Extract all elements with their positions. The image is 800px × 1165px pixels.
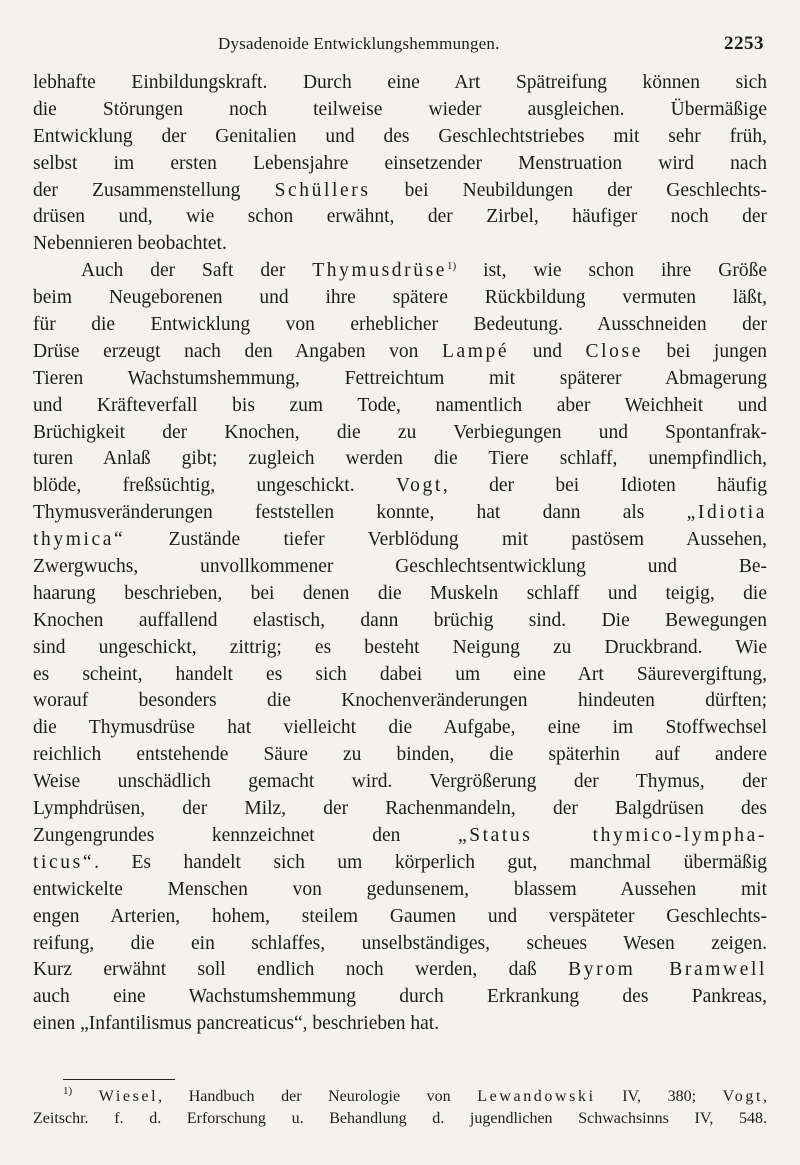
footnote — [33, 1086, 767, 1130]
text-line: und Kräfteverfall bis zum Tode, namentlich aber Weichheit und — [33, 394, 767, 416]
text-line: Zungengrundes kennzeichnet den „Status thymico-lympha- — [33, 824, 767, 846]
text-line: für die Entwicklung von erheblicher Bedeutung. Ausschneiden der — [33, 314, 767, 336]
text-line: Nebennieren beobachtet. — [33, 233, 227, 255]
text-line: Knochen auffallend elastisch, dann brüchig sind. Die Bewegungen — [33, 609, 767, 631]
emphasized-term: „Status thymico-lympha- — [457, 824, 767, 846]
emphasized-term: ticus“ — [33, 851, 95, 873]
text-line: Drüse erzeugt nach den Angaben von Lampé und Close bei jungen — [33, 340, 768, 362]
author-name: Byrom Bramwell — [568, 959, 767, 981]
body-text — [33, 70, 767, 1038]
text-line: drüsen und, wie schon erwähnt, der Zirbel, häufiger noch der — [33, 206, 767, 228]
text-line: thymica“ Zustände tiefer Verblödung mit pastösem Aussehen, — [33, 529, 767, 551]
footnote-line: Zeitschr. f. d. Erforschung u. Behandlung d. jugendlichen Schwachsinns IV, 548. — [33, 1110, 767, 1127]
text-line: der Zusammenstellung Schüllers bei Neubildungen der Geschlechts- — [33, 179, 767, 201]
text-line: Brüchigkeit der Knochen, die zu Verbiegungen und Spontanfrak- — [33, 421, 767, 443]
footnote-line: $^{1)}$ Wiesel, Handbuch der Neurologie von Lewandowski IV, 380; Vogt, — [63, 1085, 768, 1105]
emphasized-term: „Idiotia — [686, 502, 767, 524]
page-number: 2253 — [724, 33, 764, 54]
text-line: reifung, die ein schlaffes, unselbständiges, scheues Wesen zeigen. — [33, 932, 767, 954]
author-name: Lewandowski — [477, 1088, 596, 1105]
text-line: Weise unschädlich gemacht wird. Vergrößerung der Thymus, der — [33, 771, 767, 793]
text-line: Auch der Saft der Thymusdrüse$^{1)}$ ist, wie schon ihre Größe — [81, 260, 767, 282]
text-line: Lymphdrüsen, der Milz, der Rachenmandeln, der Balgdrüsen des — [33, 798, 767, 820]
author-name: Close — [585, 340, 643, 362]
text-line: turen Anlaß gibt; zugleich werden die Tiere schlaff, unempfindlich, — [33, 448, 767, 470]
emphasized-term: Thymusdrüse — [312, 260, 448, 282]
page-header — [218, 34, 764, 56]
text-line: blöde, freßsüchtig, ungeschickt. Vogt, der bei Idioten häufig — [33, 475, 767, 497]
author-name: Vogt — [722, 1088, 764, 1105]
text-line: reichlich entstehende Säure zu binden, die späterhin auf andere — [33, 744, 767, 766]
text-line: die Thymusdrüse hat vielleicht die Aufgabe, eine im Stoffwechsel — [33, 717, 767, 739]
text-line: Kurz erwähnt soll endlich noch werden, daß Byrom Bramwell — [33, 959, 767, 981]
text-line: engen Arterien, hohem, steilem Gaumen und verspäteter Geschlechts- — [33, 905, 767, 927]
text-line: Thymusveränderungen feststellen konnte, hat dann als „Idiotia — [33, 502, 767, 524]
text-line: lebhafte Einbildungskraft. Durch eine Art Spätreifung können sich — [33, 72, 767, 93]
text-line: ticus“. Es handelt sich um körperlich gut, manchmal übermäßig — [33, 851, 767, 873]
text-line: einen „Infantilismus pancreaticus“, beschrieben hat. — [33, 1013, 440, 1035]
text-line: haarung beschrieben, bei denen die Muskeln schlaff und teigig, die — [33, 582, 767, 604]
text-line: selbst im ersten Lebensjahre einsetzender Menstruation wird nach — [33, 152, 767, 174]
footnote-reference: 1) — [447, 260, 457, 273]
text-line: Tieren Wachstumshemmung, Fettreichtum mit späterer Abmagerung — [33, 367, 767, 389]
text-line: Entwicklung der Genitalien und des Geschlechtstriebes mit sehr früh, — [33, 125, 767, 147]
text-line: beim Neugeborenen und ihre spätere Rückbildung vermuten läßt, — [33, 287, 767, 309]
text-line: worauf besonders die Knochenveränderungen hindeuten dürften; — [33, 690, 767, 712]
running-title: Dysadenoide Entwicklungshemmungen. — [218, 34, 500, 53]
text-line: auch eine Wachstumshemmung durch Erkrankung des Pankreas, — [33, 986, 767, 1008]
footnote-divider — [63, 1079, 175, 1080]
text-line: es scheint, handelt es sich dabei um eine Art Säurevergiftung, — [33, 663, 767, 685]
author-name: Wiesel — [98, 1088, 159, 1105]
author-name: Schüllers — [274, 179, 371, 201]
text-line: entwickelte Menschen von gedunsenem, blassem Aussehen mit — [33, 878, 767, 900]
text-line: die Störungen noch teilweise wieder ausgleichen. Übermäßige — [33, 98, 767, 120]
text-line: Zwergwuchs, unvollkommener Geschlechtsentwicklung und Be- — [33, 556, 767, 578]
emphasized-term: thymica“ — [33, 529, 126, 551]
author-name: Lampé — [441, 340, 510, 362]
footnote-marker: 1) — [63, 1085, 73, 1097]
author-name: Vogt — [395, 475, 443, 497]
text-line: sind ungeschickt, zittrig; es besteht Neigung zu Druckbrand. Wie — [33, 636, 767, 658]
